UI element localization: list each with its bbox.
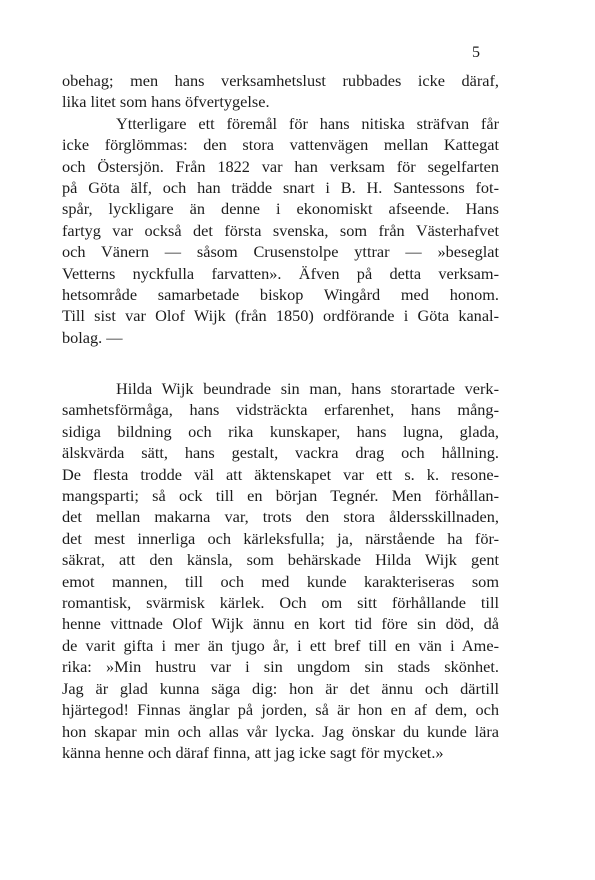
text-line: De flesta trodde väl att äktenskapet var ett s. k. resone- — [62, 464, 499, 484]
text-line: icke förglömmas: den stora vattenvägen mellan Kattegat — [62, 135, 499, 155]
text-line: hjärtegod! Finnas änglar på jorden, så är hon en af dem, och — [62, 700, 499, 720]
text-line: det mest innerliga och kärleksfulla; ja, närstående ha för- — [62, 528, 499, 548]
text-line: obehag; men hans verksamhetslust rubbades icke däraf, — [62, 71, 499, 90]
text-line: Hilda Wijk beundrade sin man, hans storartade verk- — [116, 379, 499, 398]
text-line: spår, lyckligare än denne i ekonomiskt afseende. Hans — [62, 199, 499, 219]
text-line: Vetterns nyckfulla farvatten». Äfven på detta verksam- — [62, 263, 499, 283]
text-line: henne vittnade Olof Wijk ännu en kort tid före sin död, då — [62, 614, 499, 634]
text-line: emot mannen, till och med kunde karakteriseras som — [62, 571, 499, 591]
text-line: mangsparti; så ock till en början Tegnér. Men förhållan- — [62, 486, 499, 506]
text-line: och Östersjön. Från 1822 var han verksam för segelfarten — [62, 156, 499, 176]
paragraph-block-1 — [62, 70, 499, 348]
text-line: och Vänern — såsom Crusenstolpe yttrar — »beseglat — [62, 242, 499, 262]
text-line: de varit gifta i mer än tjugo år, i ett bref till en vän i Ame- — [62, 635, 499, 655]
page-number: 5 — [472, 44, 480, 61]
text-line: Jag är glad kunna säga dig: hon är det ännu och därtill — [62, 678, 499, 698]
text-line: lika litet som hans öfvertygelse. — [62, 92, 270, 112]
text-line: fartyg var också det första svenska, som från Västerhafvet — [62, 220, 499, 240]
text-line: Till sist var Olof Wijk (från 1850) ordförande i Göta kanal- — [62, 306, 499, 326]
text-line: säkrat, att den känsla, som behärskade Hilda Wijk gent — [62, 550, 499, 570]
paragraph-block-2 — [62, 378, 499, 763]
text-line: romantisk, svärmisk kärlek. Och om sitt förhållande till — [62, 593, 499, 613]
text-line: på Göta älf, och han trädde snart i B. H. Santessons fot- — [62, 178, 499, 198]
text-line: känna henne och däraf finna, att jag icke sagt för mycket.» — [62, 742, 444, 762]
text-line: älskvärda sätt, hans gestalt, vackra drag och hållning. — [62, 443, 499, 463]
text-line: Ytterligare ett föremål för hans nitiska sträfvan får — [116, 113, 499, 133]
text-line: hon skapar min och allas vår lycka. Jag önskar du kunde lära — [62, 721, 499, 741]
text-line: samhetsförmåga, hans vidsträckta erfarenhet, hans mång- — [62, 400, 499, 420]
text-line: hetsområde samarbetade biskop Wingård med honom. — [62, 285, 499, 305]
text-line: rika: »Min hustru var i sin ungdom sin stads skönhet. — [62, 657, 499, 677]
text-line: det mellan makarna var, trots den stora åldersskillnaden, — [62, 507, 499, 527]
text-line: sidiga bildning och rika kunskaper, hans lugna, glada, — [62, 421, 499, 441]
text-line: bolag. — — [62, 327, 123, 347]
